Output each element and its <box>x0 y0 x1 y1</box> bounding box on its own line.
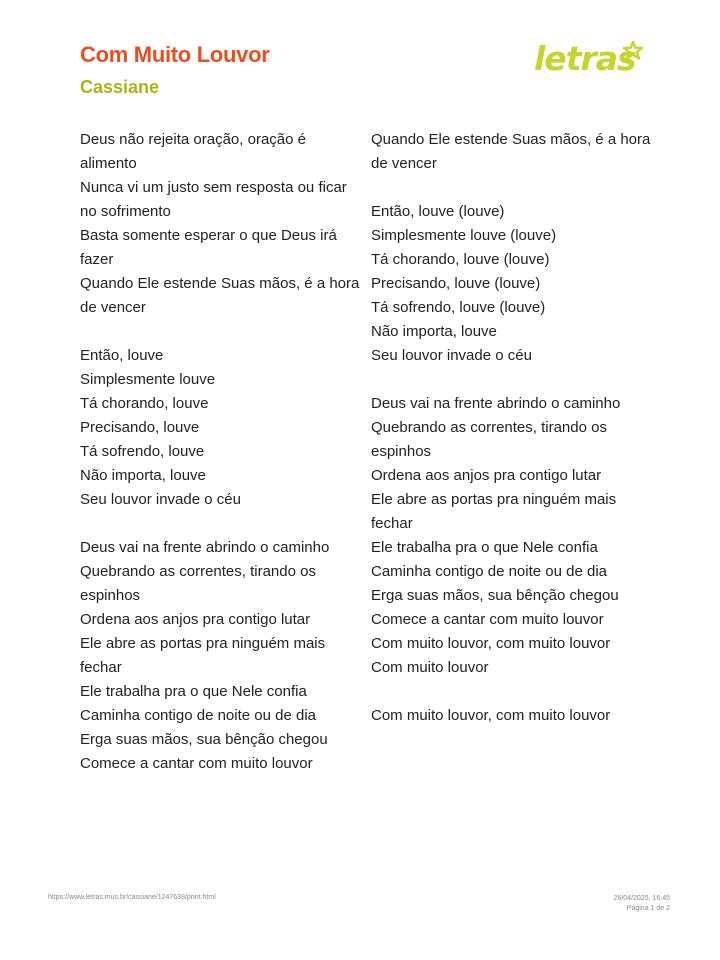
lyric-line: Deus vai na frente abrindo o caminho <box>371 395 621 412</box>
lyric-line: Quebrando as correntes, tirando os espinhos <box>80 563 316 604</box>
lyric-line: Erga suas mãos, sua bênção chegou <box>371 587 619 604</box>
stanza-break <box>371 680 661 704</box>
lyric-line: Nunca vi um justo sem resposta ou ficar no sofrimento <box>80 179 347 220</box>
lyric-line: Então, louve (louve) <box>371 203 505 220</box>
lyric-line: Seu louvor invade o céu <box>80 491 241 508</box>
lyric-line: Erga suas mãos, sua bênção chegou <box>80 731 328 748</box>
lyric-line: Precisando, louve <box>80 419 200 436</box>
lyric-line: Comece a cantar com muito louvor <box>80 755 313 772</box>
stanza-break <box>80 320 365 344</box>
lyric-line: Com muito louvor <box>371 659 489 676</box>
lyric-line: Quando Ele estende Suas mãos, é a hora de vencer <box>371 131 651 172</box>
footer-datetime: 26/04/2025, 16:45 <box>613 895 670 902</box>
letras-logo-text: letras <box>534 39 636 78</box>
lyric-line: Ele trabalha pra o que Nele confia <box>371 539 598 556</box>
lyric-line: Não importa, louve <box>80 467 206 484</box>
footer-page-number: Página 1 de 2 <box>626 905 670 912</box>
lyric-line: Tá sofrendo, louve (louve) <box>371 299 546 316</box>
lyric-line: Deus vai na frente abrindo o caminho <box>80 539 330 556</box>
lyric-line: Deus não rejeita oração, oração é alimento <box>80 131 306 172</box>
lyric-line: Quebrando as correntes, tirando os espinhos <box>371 419 607 460</box>
footer-url: https://www.letras.mus.br/cassiane/1247638/print.html <box>48 894 216 901</box>
lyric-line: Comece a cantar com muito louvor <box>371 611 604 628</box>
lyric-line: Com muito louvor, com muito louvor <box>371 635 611 652</box>
lyric-line: Ordena aos anjos pra contigo lutar <box>80 611 311 628</box>
lyric-line: Ordena aos anjos pra contigo lutar <box>371 467 602 484</box>
lyric-line: Não importa, louve <box>371 323 497 340</box>
letras-logo <box>532 34 644 82</box>
lyric-line: Quando Ele estende Suas mãos, é a hora de vencer <box>80 275 360 316</box>
lyric-line: Caminha contigo de noite ou de dia <box>371 563 608 580</box>
stanza-break <box>80 512 365 536</box>
lyric-line: Então, louve <box>80 347 164 364</box>
artist-name: Cassiane <box>80 77 160 97</box>
lyric-line: Simplesmente louve <box>80 371 216 388</box>
lyric-line: Caminha contigo de noite ou de dia <box>80 707 317 724</box>
song-title: Com Muito Louvor <box>80 42 270 67</box>
lyric-line: Simplesmente louve (louve) <box>371 227 557 244</box>
lyrics-left-column <box>80 128 365 776</box>
lyric-line: Ele trabalha pra o que Nele confia <box>80 683 307 700</box>
lyric-line: Seu louvor invade o céu <box>371 347 532 364</box>
footer-meta <box>614 894 670 914</box>
lyric-line: Ele abre as portas pra ninguém mais fechar <box>371 491 617 532</box>
lyric-line: Tá chorando, louve <box>80 395 209 412</box>
lyrics-right-column <box>371 128 661 728</box>
lyric-line: Tá sofrendo, louve <box>80 443 205 460</box>
lyric-line: Basta somente esperar o que Deus irá fazer <box>80 227 337 268</box>
stanza-break <box>371 176 661 200</box>
lyric-line: Com muito louvor, com muito louvor <box>371 707 611 724</box>
lyric-line: Ele abre as portas pra ninguém mais fechar <box>80 635 326 676</box>
lyric-line: Precisando, louve (louve) <box>371 275 541 292</box>
stanza-break <box>371 368 661 392</box>
lyric-line: Tá chorando, louve (louve) <box>371 251 550 268</box>
